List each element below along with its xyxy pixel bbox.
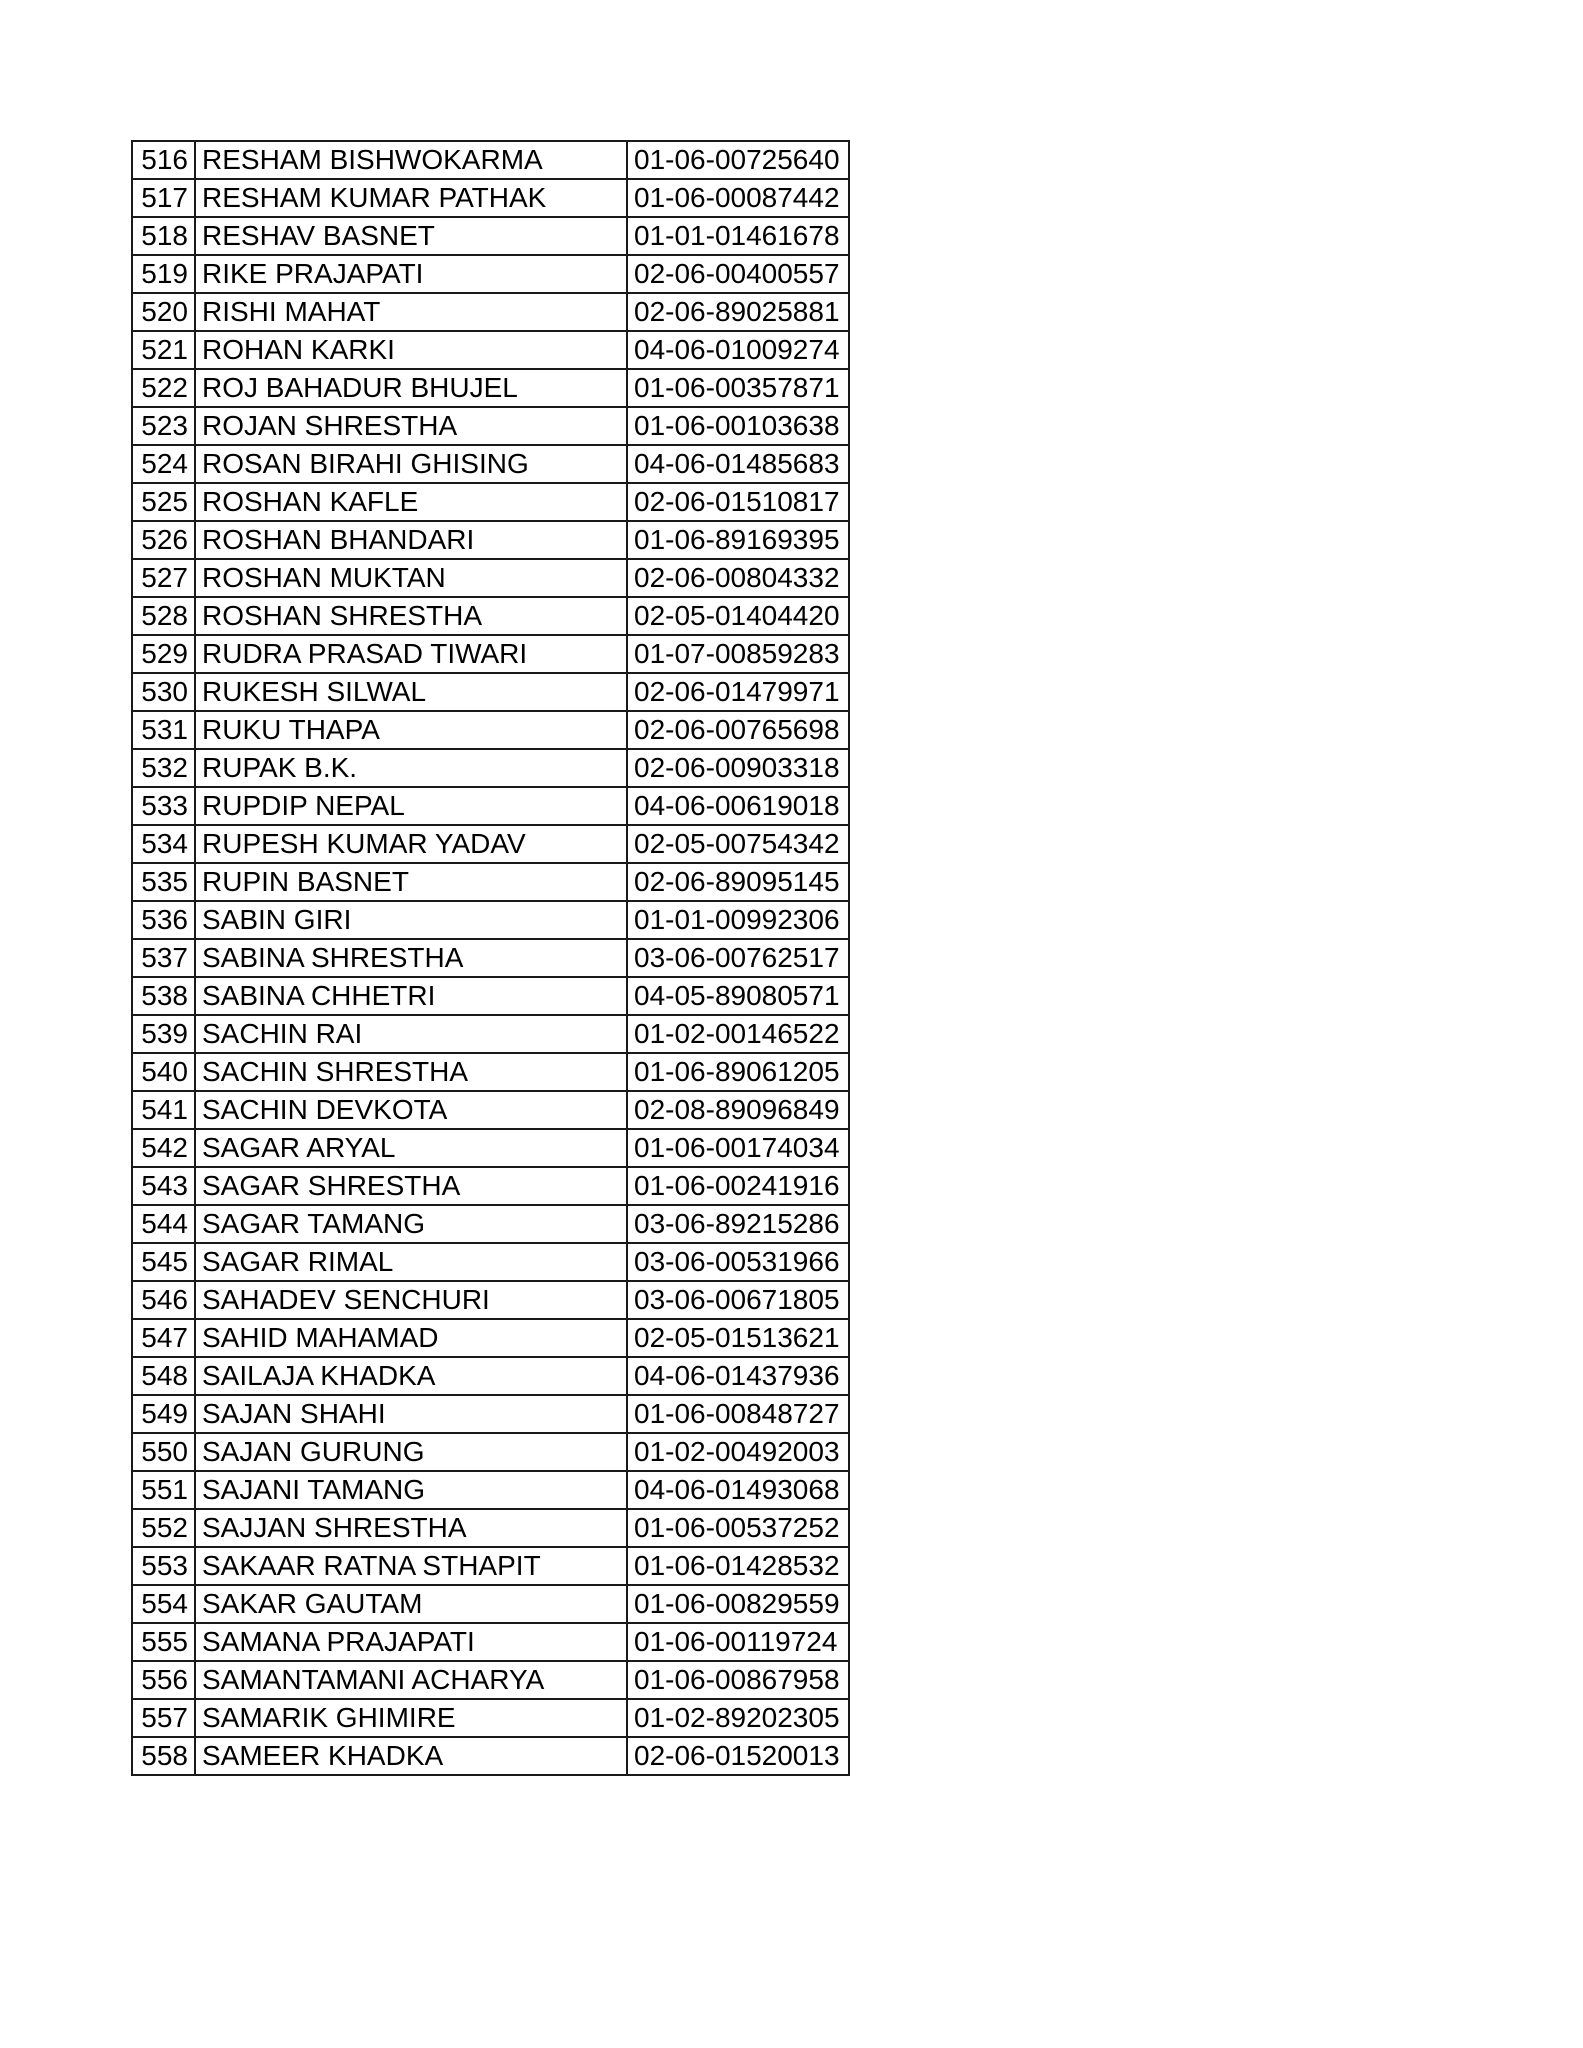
row-name: SAJANI TAMANG: [195, 1471, 627, 1509]
row-id-number: 02-08-89096849: [627, 1091, 849, 1129]
row-id-number: 04-06-01437936: [627, 1357, 849, 1395]
row-name: SAMARIK GHIMIRE: [195, 1699, 627, 1737]
row-id-number: 01-06-89169395: [627, 521, 849, 559]
row-name: SAMEER KHADKA: [195, 1737, 627, 1775]
row-number: 543: [132, 1167, 195, 1205]
row-id-number: 01-06-00119724: [627, 1623, 849, 1661]
row-id-number: 02-06-01520013: [627, 1737, 849, 1775]
row-id-number: 01-01-00992306: [627, 901, 849, 939]
row-id-number: 01-02-00492003: [627, 1433, 849, 1471]
row-name: RIKE PRAJAPATI: [195, 255, 627, 293]
row-number: 529: [132, 635, 195, 673]
row-name: SAMANA PRAJAPATI: [195, 1623, 627, 1661]
table-row: [132, 141, 849, 179]
row-number: 548: [132, 1357, 195, 1395]
table-row: [132, 483, 849, 521]
row-name: RUPDIP NEPAL: [195, 787, 627, 825]
row-name: ROJAN SHRESTHA: [195, 407, 627, 445]
row-number: 523: [132, 407, 195, 445]
row-id-number: 04-05-89080571: [627, 977, 849, 1015]
row-name: SAHID MAHAMAD: [195, 1319, 627, 1357]
table-row: [132, 255, 849, 293]
row-number: 531: [132, 711, 195, 749]
row-number: 519: [132, 255, 195, 293]
row-id-number: 01-06-01428532: [627, 1547, 849, 1585]
table-row: [132, 1015, 849, 1053]
table-row: [132, 1281, 849, 1319]
row-number: 533: [132, 787, 195, 825]
row-name: ROJ BAHADUR BHUJEL: [195, 369, 627, 407]
row-id-number: 01-01-01461678: [627, 217, 849, 255]
row-name: SABINA SHRESTHA: [195, 939, 627, 977]
table-row: [132, 407, 849, 445]
table-row: [132, 749, 849, 787]
row-id-number: 02-05-01404420: [627, 597, 849, 635]
row-number: 557: [132, 1699, 195, 1737]
row-name: SAILAJA KHADKA: [195, 1357, 627, 1395]
table-row: [132, 1547, 849, 1585]
table-row: [132, 1091, 849, 1129]
row-name: ROSHAN KAFLE: [195, 483, 627, 521]
row-name: SAJAN GURUNG: [195, 1433, 627, 1471]
row-number: 526: [132, 521, 195, 559]
table-row: [132, 1053, 849, 1091]
table-row: [132, 1471, 849, 1509]
row-number: 521: [132, 331, 195, 369]
row-name: SABINA CHHETRI: [195, 977, 627, 1015]
row-number: 556: [132, 1661, 195, 1699]
row-number: 532: [132, 749, 195, 787]
row-name: ROSHAN MUKTAN: [195, 559, 627, 597]
table-row: [132, 1243, 849, 1281]
row-number: 553: [132, 1547, 195, 1585]
table-row: [132, 1357, 849, 1395]
row-name: SAJJAN SHRESTHA: [195, 1509, 627, 1547]
row-number: 544: [132, 1205, 195, 1243]
row-name: SACHIN SHRESTHA: [195, 1053, 627, 1091]
table-row: [132, 445, 849, 483]
table-row: [132, 787, 849, 825]
table-row: [132, 1623, 849, 1661]
table-row: [132, 521, 849, 559]
row-id-number: 01-06-00103638: [627, 407, 849, 445]
table-row: [132, 369, 849, 407]
row-name: RUKESH SILWAL: [195, 673, 627, 711]
row-name: RUPESH KUMAR YADAV: [195, 825, 627, 863]
row-name: RUKU THAPA: [195, 711, 627, 749]
row-id-number: 01-06-00725640: [627, 141, 849, 179]
row-number: 549: [132, 1395, 195, 1433]
row-name: SAGAR SHRESTHA: [195, 1167, 627, 1205]
row-id-number: 04-06-00619018: [627, 787, 849, 825]
row-number: 516: [132, 141, 195, 179]
table-row: [132, 1509, 849, 1547]
row-id-number: 03-06-00671805: [627, 1281, 849, 1319]
roster-table: [131, 140, 850, 1776]
row-number: 524: [132, 445, 195, 483]
row-number: 528: [132, 597, 195, 635]
row-name: SAGAR RIMAL: [195, 1243, 627, 1281]
row-name: SAKAAR RATNA STHAPIT: [195, 1547, 627, 1585]
row-name: SAKAR GAUTAM: [195, 1585, 627, 1623]
table-row: [132, 711, 849, 749]
row-number: 535: [132, 863, 195, 901]
row-number: 541: [132, 1091, 195, 1129]
row-name: RUPIN BASNET: [195, 863, 627, 901]
table-row: [132, 331, 849, 369]
row-id-number: 02-06-00400557: [627, 255, 849, 293]
row-id-number: 01-02-00146522: [627, 1015, 849, 1053]
row-id-number: 02-05-01513621: [627, 1319, 849, 1357]
row-name: RESHAM KUMAR PATHAK: [195, 179, 627, 217]
row-number: 551: [132, 1471, 195, 1509]
table-row: [132, 1129, 849, 1167]
row-id-number: 02-06-01510817: [627, 483, 849, 521]
row-number: 558: [132, 1737, 195, 1775]
table-row: [132, 1319, 849, 1357]
table-row: [132, 635, 849, 673]
row-id-number: 03-06-00531966: [627, 1243, 849, 1281]
row-number: 542: [132, 1129, 195, 1167]
row-name: ROHAN KARKI: [195, 331, 627, 369]
row-id-number: 02-06-89095145: [627, 863, 849, 901]
table-row: [132, 1205, 849, 1243]
row-name: SAGAR TAMANG: [195, 1205, 627, 1243]
row-id-number: 02-05-00754342: [627, 825, 849, 863]
row-number: 522: [132, 369, 195, 407]
row-name: ROSAN BIRAHI GHISING: [195, 445, 627, 483]
row-id-number: 01-06-00848727: [627, 1395, 849, 1433]
row-name: SAHADEV SENCHURI: [195, 1281, 627, 1319]
row-number: 525: [132, 483, 195, 521]
row-number: 552: [132, 1509, 195, 1547]
row-number: 527: [132, 559, 195, 597]
row-name: SACHIN DEVKOTA: [195, 1091, 627, 1129]
row-id-number: 01-06-00174034: [627, 1129, 849, 1167]
row-name: SABIN GIRI: [195, 901, 627, 939]
table-row: [132, 1167, 849, 1205]
table-row: [132, 901, 849, 939]
table-row: [132, 217, 849, 255]
table-row: [132, 673, 849, 711]
table-row: [132, 1395, 849, 1433]
row-name: SAMANTAMANI ACHARYA: [195, 1661, 627, 1699]
row-number: 539: [132, 1015, 195, 1053]
row-number: 540: [132, 1053, 195, 1091]
row-number: 545: [132, 1243, 195, 1281]
table-row: [132, 179, 849, 217]
row-id-number: 02-06-89025881: [627, 293, 849, 331]
row-number: 550: [132, 1433, 195, 1471]
row-number: 534: [132, 825, 195, 863]
row-number: 530: [132, 673, 195, 711]
row-name: RESHAV BASNET: [195, 217, 627, 255]
row-id-number: 02-06-00765698: [627, 711, 849, 749]
roster-body: [132, 141, 849, 1775]
row-number: 538: [132, 977, 195, 1015]
table-row: [132, 825, 849, 863]
table-row: [132, 977, 849, 1015]
table-row: [132, 559, 849, 597]
row-number: 518: [132, 217, 195, 255]
row-name: RUPAK B.K.: [195, 749, 627, 787]
table-row: [132, 863, 849, 901]
row-id-number: 02-06-00903318: [627, 749, 849, 787]
row-name: SAGAR ARYAL: [195, 1129, 627, 1167]
row-name: SACHIN RAI: [195, 1015, 627, 1053]
row-name: RESHAM BISHWOKARMA: [195, 141, 627, 179]
row-id-number: 01-02-89202305: [627, 1699, 849, 1737]
row-number: 520: [132, 293, 195, 331]
row-name: SAJAN SHAHI: [195, 1395, 627, 1433]
row-id-number: 01-06-00829559: [627, 1585, 849, 1623]
row-id-number: 01-06-00241916: [627, 1167, 849, 1205]
row-id-number: 01-06-00537252: [627, 1509, 849, 1547]
table-row: [132, 1661, 849, 1699]
row-name: RUDRA PRASAD TIWARI: [195, 635, 627, 673]
table-row: [132, 939, 849, 977]
row-number: 536: [132, 901, 195, 939]
row-number: 537: [132, 939, 195, 977]
row-id-number: 01-06-00087442: [627, 179, 849, 217]
row-id-number: 02-06-01479971: [627, 673, 849, 711]
table-row: [132, 597, 849, 635]
row-id-number: 04-06-01485683: [627, 445, 849, 483]
row-name: ROSHAN SHRESTHA: [195, 597, 627, 635]
table-row: [132, 1737, 849, 1775]
row-number: 546: [132, 1281, 195, 1319]
row-number: 554: [132, 1585, 195, 1623]
row-id-number: 01-07-00859283: [627, 635, 849, 673]
row-id-number: 02-06-00804332: [627, 559, 849, 597]
table-row: [132, 1585, 849, 1623]
row-id-number: 04-06-01009274: [627, 331, 849, 369]
table-row: [132, 293, 849, 331]
row-id-number: 01-06-00357871: [627, 369, 849, 407]
row-id-number: 04-06-01493068: [627, 1471, 849, 1509]
row-name: ROSHAN BHANDARI: [195, 521, 627, 559]
row-id-number: 01-06-00867958: [627, 1661, 849, 1699]
table-row: [132, 1433, 849, 1471]
row-name: RISHI MAHAT: [195, 293, 627, 331]
row-number: 517: [132, 179, 195, 217]
row-id-number: 03-06-00762517: [627, 939, 849, 977]
row-id-number: 03-06-89215286: [627, 1205, 849, 1243]
row-id-number: 01-06-89061205: [627, 1053, 849, 1091]
row-number: 547: [132, 1319, 195, 1357]
table-row: [132, 1699, 849, 1737]
row-number: 555: [132, 1623, 195, 1661]
